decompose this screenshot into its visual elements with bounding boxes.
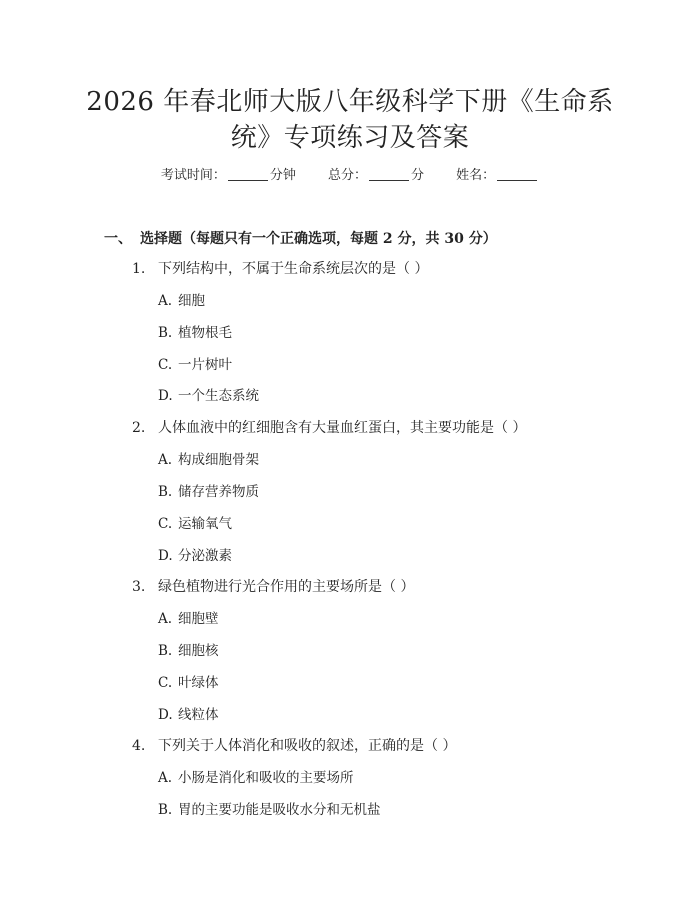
exam-time-label: 考试时间： — [160, 168, 226, 183]
exam-meta — [0, 166, 700, 186]
student-name-blank[interactable] — [497, 166, 537, 181]
question-number: 4. — [132, 738, 146, 754]
option-letter: C. — [158, 675, 173, 691]
question-4 — [132, 736, 456, 756]
question-2 — [132, 418, 526, 438]
option-letter: B. — [158, 802, 173, 818]
option-letter: D. — [158, 548, 173, 564]
question-number: 1. — [132, 261, 146, 277]
total-score-unit: 分 — [411, 168, 425, 183]
option-letter: A. — [158, 293, 173, 309]
total-score-blank[interactable] — [369, 166, 409, 181]
section-number: 一、 — [104, 231, 132, 247]
option-text: 叶绿体 — [178, 675, 219, 691]
option-2c[interactable] — [158, 514, 232, 534]
option-text: 构成细胞骨架 — [178, 452, 259, 468]
option-text: 胃的主要功能是吸收水分和无机盐 — [178, 802, 381, 818]
option-2a[interactable] — [158, 450, 259, 470]
option-3b[interactable] — [158, 641, 219, 661]
option-letter: D. — [158, 388, 173, 404]
option-text: 细胞 — [178, 293, 205, 309]
question-number: 3. — [132, 579, 146, 595]
student-name-label: 姓名： — [456, 168, 496, 183]
page-title-line-2: 统》专项练习及答案 — [230, 123, 470, 153]
option-3a[interactable] — [158, 609, 219, 629]
option-text: 细胞壁 — [178, 611, 219, 627]
option-letter: B. — [158, 643, 173, 659]
option-text: 细胞核 — [178, 643, 219, 659]
question-3 — [132, 577, 414, 597]
option-1b[interactable] — [158, 323, 232, 343]
option-text: 分泌激素 — [178, 548, 232, 564]
student-name — [456, 166, 539, 186]
option-4a[interactable] — [158, 768, 354, 788]
option-1d[interactable] — [158, 386, 259, 406]
option-text: 一个生态系统 — [178, 388, 259, 404]
option-3d[interactable] — [158, 705, 219, 725]
option-letter: A. — [158, 611, 173, 627]
total-score-label: 总分： — [327, 168, 367, 183]
option-text: 植物根毛 — [178, 325, 232, 341]
option-letter: C. — [158, 516, 173, 532]
option-2b[interactable] — [158, 482, 259, 502]
option-text: 一片树叶 — [178, 357, 232, 373]
option-text: 小肠是消化和吸收的主要场所 — [178, 770, 354, 786]
option-letter: D. — [158, 707, 173, 723]
exam-time — [161, 166, 296, 186]
exam-time-blank[interactable] — [228, 166, 268, 181]
option-2d[interactable] — [158, 546, 232, 566]
option-letter: A. — [158, 770, 173, 786]
exam-time-unit: 分钟 — [269, 168, 296, 183]
page-title-line-1: 2026 年春北师大版八年级科学下册《生命系 — [86, 87, 614, 117]
option-1a[interactable] — [158, 291, 205, 311]
option-3c[interactable] — [158, 673, 219, 693]
question-text: 下列关于人体消化和吸收的叙述，正确的是（ ） — [158, 738, 457, 754]
question-text: 绿色植物进行光合作用的主要场所是（ ） — [158, 579, 415, 595]
option-letter: B. — [158, 325, 173, 341]
option-text: 储存营养物质 — [178, 484, 259, 500]
option-1c[interactable] — [158, 355, 232, 375]
option-letter: C. — [158, 357, 173, 373]
question-text: 下列结构中，不属于生命系统层次的是（ ） — [158, 261, 429, 277]
question-1 — [132, 259, 428, 279]
option-letter: B. — [158, 484, 173, 500]
option-letter: A. — [158, 452, 173, 468]
option-4b[interactable] — [158, 800, 381, 820]
question-text: 人体血液中的红细胞含有大量血红蛋白，其主要功能是（ ） — [158, 420, 527, 436]
question-number: 2. — [132, 420, 146, 436]
total-score — [328, 166, 424, 186]
option-text: 运输氧气 — [178, 516, 232, 532]
option-text: 线粒体 — [178, 707, 219, 723]
section-heading — [104, 229, 497, 249]
section-title: 选择题（每题只有一个正确选项，每题 2 分，共 30 分） — [140, 231, 497, 247]
